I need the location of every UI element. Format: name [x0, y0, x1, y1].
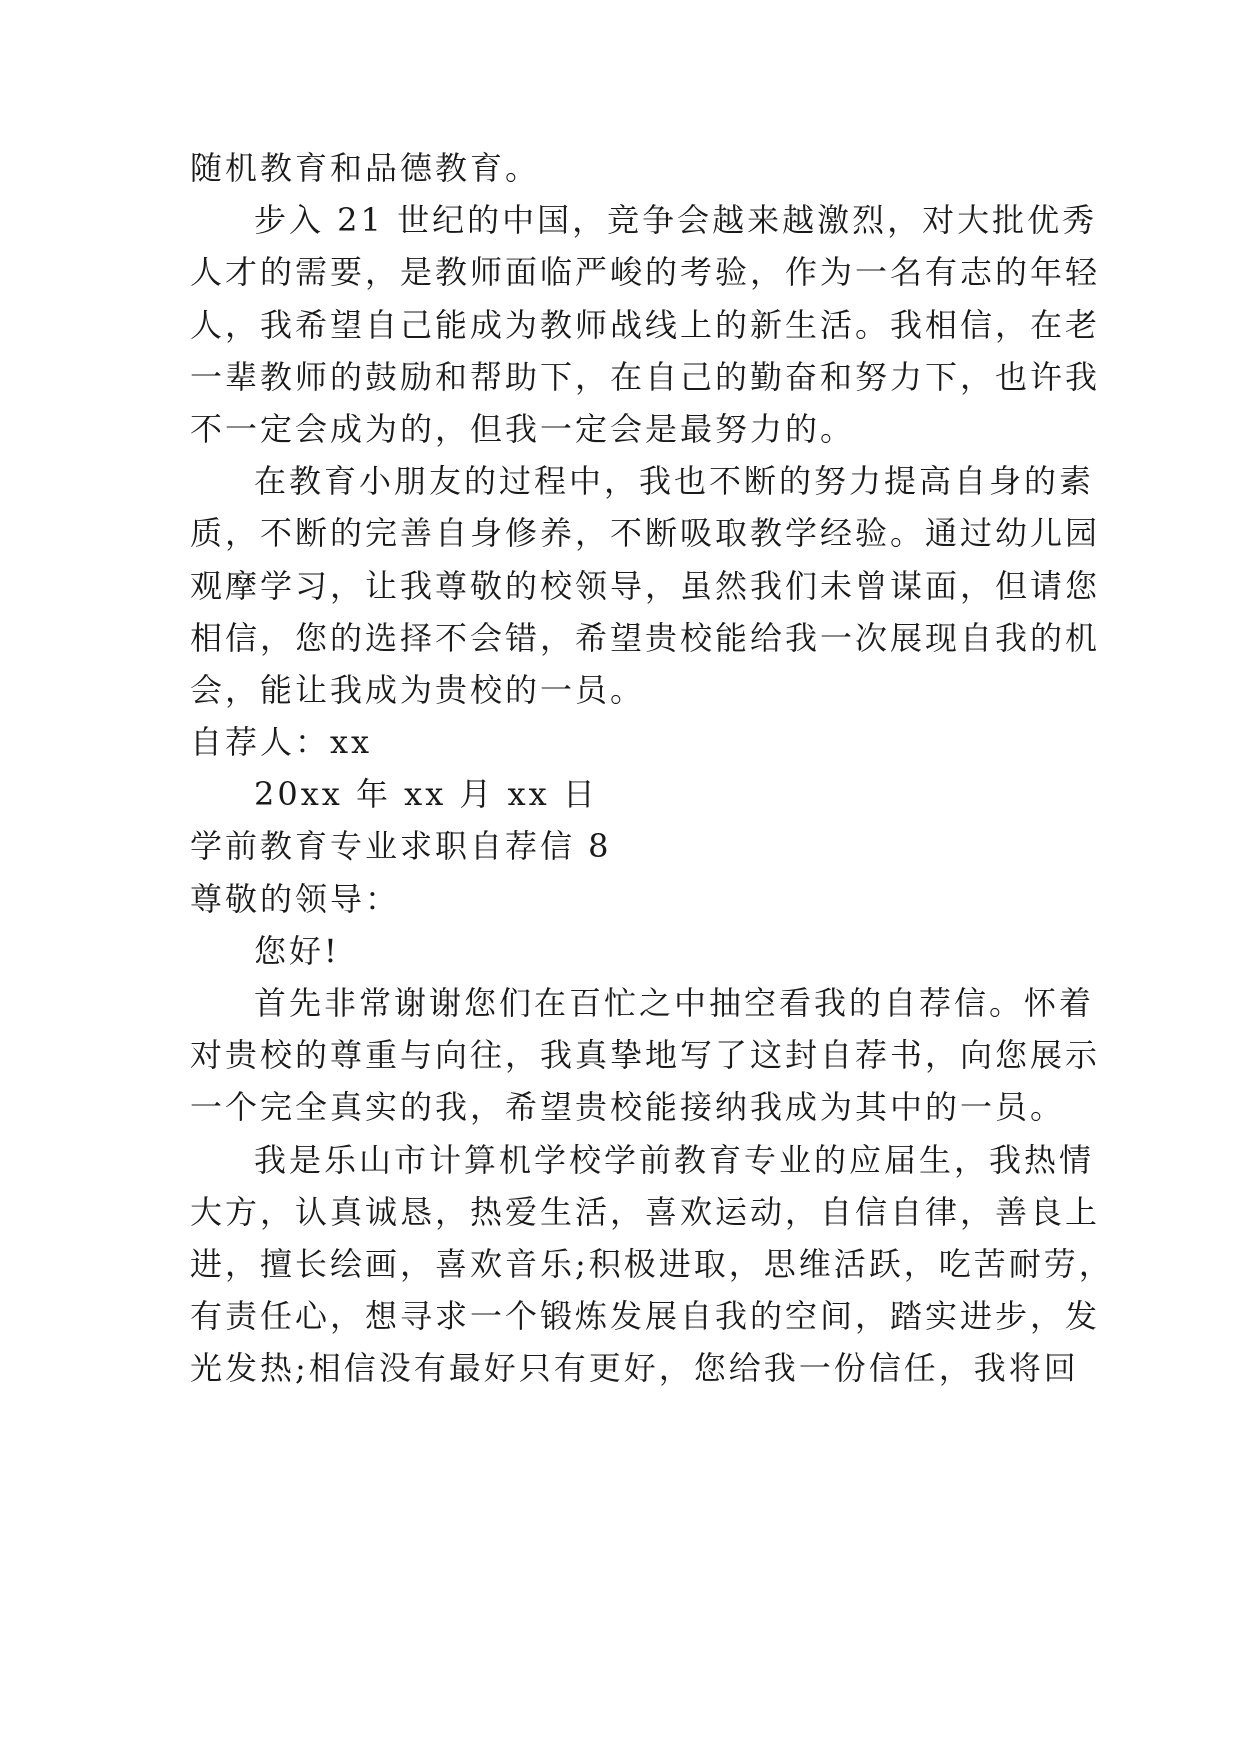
text-line: 对贵校的尊重与向往，我真挚地写了这封自荐书，向您展示	[190, 1036, 1101, 1074]
text-line: 不一定会成为的，但我一定会是最努力的。	[190, 410, 856, 448]
salutation: 尊敬的领导：	[190, 880, 401, 918]
text-line: 观摩学习，让我尊敬的校领导，虽然我们未曾谋面，但请您	[190, 567, 1101, 605]
text-line: 相信，您的选择不会错，希望贵校能给我一次展现自我的机	[190, 619, 1101, 657]
text-line: 人，我希望自己能成为教师战线上的新生活。我相信，在老	[190, 306, 1101, 344]
paragraph-start-line: 步入 21 世纪的中国，竞争会越来越激烈，对大批优秀	[254, 201, 1098, 239]
paragraph-start-line: 在教育小朋友的过程中，我也不断的努力提高自身的素	[254, 462, 1095, 500]
signature-line: 自荐人：xx	[190, 723, 373, 761]
text-line: 有责任心，想寻求一个锻炼发展自我的空间，踏实进步，发	[190, 1297, 1101, 1335]
paragraph-start-line: 我是乐山市计算机学校学前教育专业的应届生，我热情	[254, 1141, 1095, 1179]
greeting: 您好!	[254, 932, 340, 970]
text-line: 质，不断的完善自身修养，不断吸取教学经验。通过幼儿园	[190, 514, 1101, 552]
text-line: 一辈教师的鼓励和帮助下，在自己的勤奋和努力下，也许我	[190, 358, 1101, 396]
text-line: 大方，认真诚恳，热爱生活，喜欢运动，自信自律，善良上	[190, 1193, 1101, 1231]
text-line: 进，擅长绘画，喜欢音乐;积极进取，思维活跃，吃苦耐劳，	[190, 1245, 1114, 1283]
section-title: 学前教育专业求职自荐信 8	[190, 827, 612, 865]
text-line: 人才的需要，是教师面临严峻的考验，作为一名有志的年轻	[190, 253, 1101, 291]
date-line: 20xx 年 xx 月 xx 日	[254, 775, 598, 813]
text-line: 光发热;相信没有最好只有更好，您给我一份信任，我将回	[190, 1349, 1079, 1387]
paragraph-start-line: 首先非常谢谢您们在百忙之中抽空看我的自荐信。怀着	[254, 984, 1095, 1022]
text-line: 会，能让我成为贵校的一员。	[190, 671, 646, 709]
text-line: 随机教育和品德教育。	[190, 149, 541, 187]
text-line: 一个完全真实的我，希望贵校能接纳我成为其中的一员。	[190, 1088, 1066, 1126]
